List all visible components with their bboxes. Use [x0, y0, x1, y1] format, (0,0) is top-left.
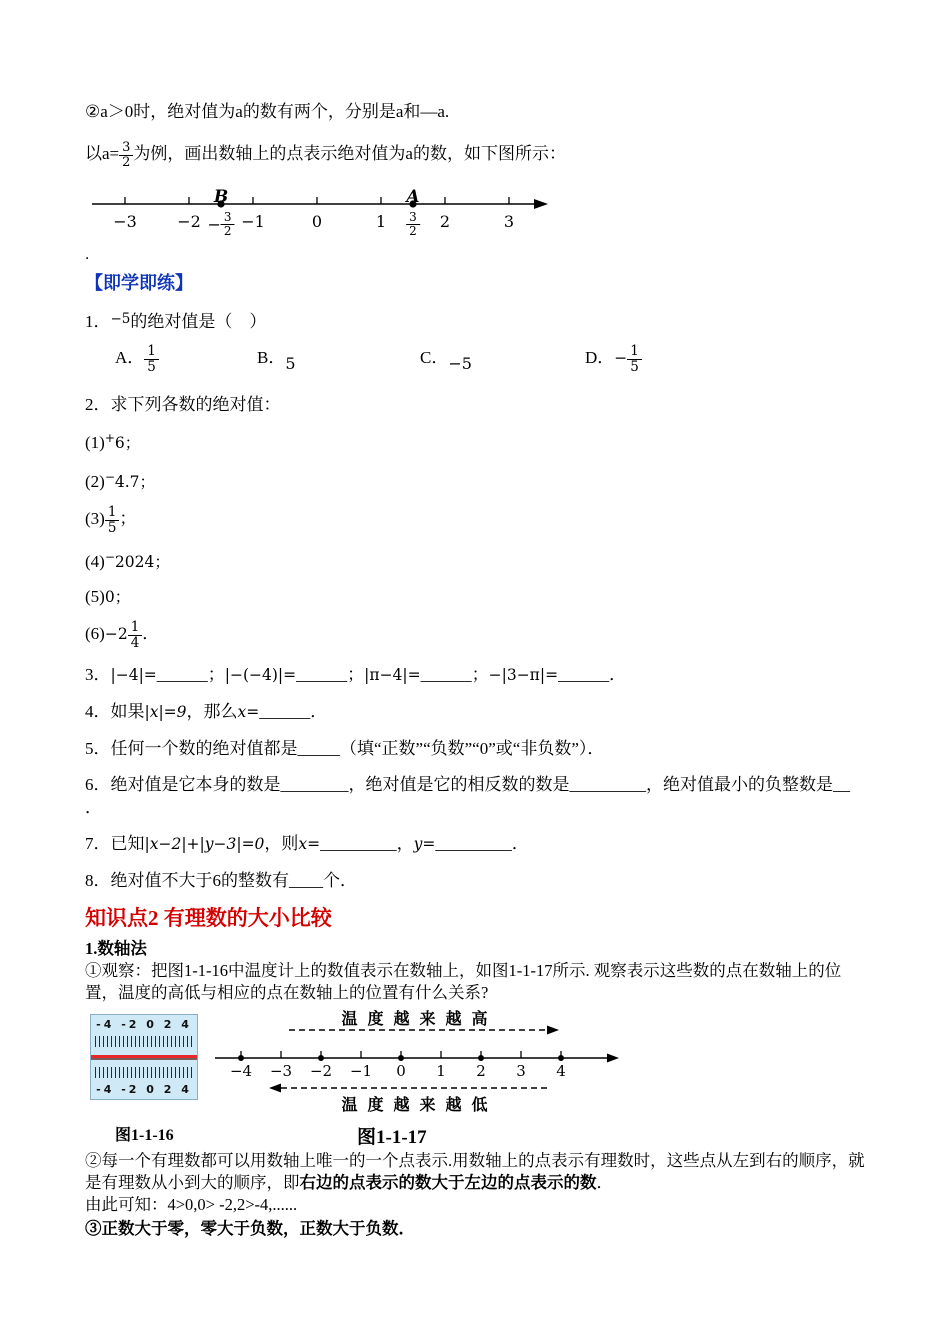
math-expression: |−4|=: [110, 666, 157, 685]
dashed-arrowhead-left-icon: [269, 1084, 281, 1093]
example-line: [85, 135, 865, 173]
option-label: C．: [420, 348, 449, 367]
paragraph-bold-text: 右边的点表示的数大于左边的点表示的数: [299, 1173, 597, 1193]
numberline-2-axis: [211, 1024, 641, 1094]
item-integer-part: −2: [104, 625, 128, 644]
item-number: (6): [85, 624, 105, 644]
thermometer-image: [90, 1014, 198, 1100]
thermometer-scale-bottom: -4 -2 0 2 4: [96, 1083, 192, 1097]
observe-paragraph: ①观察：把图1-1-16中温度计上的数值表示在数轴上，如图1-1-17所示. 观察表示这些数的点在数轴上的位置，温度的高低与相应的点在数轴上的位置有什么关系?: [85, 961, 842, 1003]
sign-superscript: +: [104, 431, 115, 445]
answer-blank: ____: [289, 871, 323, 891]
question-text: 个．: [323, 871, 357, 891]
sign-superscript: −: [104, 550, 115, 565]
question-text: ，那么: [186, 702, 238, 722]
fraction-numerator: 3: [122, 139, 131, 155]
math-expression: |x|=9: [144, 703, 187, 722]
question-number: 3．: [85, 665, 111, 685]
fraction-numerator: 3: [223, 210, 232, 224]
item-number: (1): [85, 433, 105, 452]
paragraph-text: ②每一个有理数都可以用数轴上唯一的一个点表示.用数轴上的点表示有理数时，这些点从左到右的顺序，就是有理数从小到大的顺序，即: [85, 1151, 865, 1193]
dashed-arrowhead-right-icon: [547, 1026, 559, 1035]
fraction-numerator: 1: [130, 619, 140, 636]
question-7: [85, 832, 865, 856]
answer-blank: ______: [156, 665, 208, 685]
option-a-fraction: [144, 344, 159, 374]
question-2-item-5: [85, 585, 865, 609]
tick-label: −1: [349, 1062, 373, 1081]
fraction-denominator: 5: [627, 359, 642, 375]
tick-label: 4: [556, 1062, 566, 1081]
answer-blank: _________: [435, 834, 512, 854]
question-5: [85, 737, 865, 760]
tick-label: −2: [177, 212, 201, 231]
item-fraction: [105, 505, 120, 535]
tick-label: 3: [516, 1062, 526, 1081]
figure-captions: [85, 1122, 865, 1149]
answer-blank: ______: [259, 702, 311, 722]
stray-period: ．: [85, 248, 99, 263]
answer-blank: ______: [296, 665, 348, 685]
answer-blank: ________: [280, 775, 349, 795]
question-text: ，则: [264, 834, 299, 854]
tick-label-neg-three-halves: [207, 211, 234, 238]
practice-heading: 【即学即练】: [85, 273, 193, 293]
fraction-denominator: 2: [406, 224, 420, 238]
temperature-point-dot: [318, 1055, 324, 1061]
fraction-denominator: 2: [119, 155, 133, 170]
example-pre: 以a=: [85, 144, 120, 163]
question-text: ，绝对值是它的相反数的数是: [348, 775, 570, 795]
item-value: 2024；: [114, 553, 170, 572]
item-value: 4.7；: [114, 473, 156, 491]
question-text: 4．如果: [85, 702, 145, 722]
numberline-1-axis: [90, 189, 560, 211]
question-8: [85, 869, 865, 892]
tick-label: −4: [229, 1062, 253, 1081]
tick-label-three-halves: [406, 211, 420, 238]
answer-blank: _____: [297, 739, 340, 759]
fraction-denominator: 5: [105, 520, 120, 536]
tick-label: 0: [311, 212, 323, 231]
fraction-numerator: 1: [107, 504, 117, 520]
question-2-item-1: [85, 427, 865, 455]
item-value: 6；: [114, 434, 141, 452]
point-2-paragraph: [85, 1150, 865, 1194]
conclusion-examples: 由此可知：4>0,0> -2,2>-4,......: [85, 1195, 298, 1215]
tick-label: 0: [396, 1062, 406, 1081]
question-4: [85, 700, 865, 724]
question-2-item-2: [85, 466, 865, 494]
question-1-options: [85, 337, 865, 385]
end-punct: ．: [596, 1173, 613, 1193]
question-number: 1．: [85, 312, 111, 331]
math-expression: x=: [298, 835, 321, 854]
option-b: [257, 343, 296, 373]
tick-label: 1: [375, 212, 387, 231]
math-expression: |−(−4)|=: [224, 666, 297, 685]
thermometer-ticks: [95, 1036, 193, 1047]
math-expression: x=: [237, 703, 260, 722]
question-text: ，绝对值最小的负整数是: [646, 775, 833, 795]
subsection-title: 1.数轴法: [85, 939, 147, 959]
math-expression: −|3−π|=: [488, 666, 559, 685]
question-text: 的绝对值是（ ）: [130, 312, 267, 331]
math-expression: y=: [413, 835, 436, 854]
temp-decreasing-label: 温 度 越 来 越 低: [341, 1097, 491, 1115]
fraction-numerator: 3: [409, 210, 417, 224]
end-punct: ．: [609, 665, 627, 685]
minus-sign: −: [614, 349, 628, 367]
separator: ，: [396, 834, 414, 854]
option-value: 5: [285, 354, 296, 373]
sign-superscript: −: [104, 470, 115, 484]
tick-label: 3: [503, 212, 515, 231]
question-text: 8．绝对值不大于6的整数有: [85, 871, 289, 891]
separator: ；: [471, 665, 489, 685]
math-expression: |π−4|=: [364, 666, 421, 685]
question-2-item-3: [85, 505, 865, 535]
answer-blank: ______: [558, 665, 610, 685]
item-number: (3): [85, 508, 105, 528]
fraction-numerator: 1: [630, 343, 639, 360]
answer-blank: _________: [569, 775, 646, 795]
option-d: [585, 343, 642, 374]
tick-label: −3: [269, 1062, 293, 1081]
option-c: [420, 343, 472, 373]
fraction-three-halves: [119, 141, 133, 170]
fraction-denominator: 2: [221, 224, 235, 238]
mercury-line: [91, 1055, 197, 1058]
temp-increasing-label: 温 度 越 来 越 高: [341, 1011, 491, 1029]
fraction-denominator: 5: [144, 359, 159, 375]
tick-label: −1: [241, 212, 265, 231]
option-d-fraction: [627, 344, 642, 374]
question-1: [85, 308, 865, 333]
question-text: 7．已知: [85, 834, 145, 854]
item-number: (2): [85, 472, 105, 491]
answer-blank: ______: [420, 665, 472, 685]
option-label: A．: [115, 348, 145, 367]
question-6: [85, 773, 865, 796]
question-6-end-period: ．: [85, 798, 102, 818]
point-3-paragraph: ③正数大于零，零大于负数，正数大于负数．: [85, 1219, 415, 1239]
thermometer-ticks: [95, 1067, 193, 1078]
question-2-item-6: [85, 620, 865, 650]
question-text: 5．任何一个数的绝对值都是: [85, 739, 298, 759]
item-punct: ；: [119, 508, 137, 528]
math-expression: −5: [110, 311, 131, 327]
end-punct: ．: [511, 834, 529, 854]
tick-label: −2: [309, 1062, 333, 1081]
numberline-1: [90, 189, 560, 247]
temperature-point-dot: [398, 1055, 404, 1061]
answer-blank: __: [833, 775, 850, 795]
question-2-item-4: [85, 546, 865, 574]
numberline-arrowhead-icon: [534, 199, 548, 209]
caption-figure-1-1-17: 图1-1-17: [357, 1127, 427, 1149]
temperature-point-dot: [478, 1055, 484, 1061]
item-fraction: [128, 620, 143, 650]
tick-label: 2: [476, 1062, 486, 1081]
item-number: (4): [85, 552, 105, 572]
end-punct: ．: [310, 702, 328, 722]
thermometer-scale-top: -4 -2 0 2 4: [96, 1018, 192, 1032]
numberline-1-labels: [90, 211, 560, 247]
intro-line: ②a＞0时，绝对值为a的数有两个，分别是a和—a.: [85, 102, 450, 121]
option-label: D．: [585, 348, 615, 367]
option-label: B．: [257, 348, 286, 367]
caption-figure-1-1-16: 图1-1-16: [115, 1127, 174, 1145]
question-3: [85, 663, 865, 687]
tick-label: −3: [113, 212, 137, 231]
separator: ；: [347, 665, 365, 685]
thermometer-mercury: [95, 1052, 193, 1062]
option-a: [115, 343, 159, 374]
fraction-numerator: 1: [147, 343, 156, 360]
knowledge-point-2-heading: 知识点2 有理数的大小比较: [85, 906, 332, 931]
temperature-point-dot: [238, 1055, 244, 1061]
tick-label: 2: [439, 212, 451, 231]
figure-1-1-16-17: [90, 1006, 865, 1116]
option-value: −5: [448, 354, 472, 373]
item-number: (5): [85, 587, 105, 607]
math-expression: |x−2|+|y−3|=0: [144, 835, 265, 854]
example-post: 为例，画出数轴上的点表示绝对值为a的数，如下图所示：: [133, 144, 566, 163]
point-b-label: B: [213, 187, 229, 207]
temperature-point-dot: [558, 1055, 564, 1061]
point-a-label: A: [406, 187, 420, 207]
question-text: 6．绝对值是它本身的数是: [85, 775, 281, 795]
fraction-denominator: 4: [128, 635, 143, 651]
question-text: （填“正数”“负数”“0”或“非负数”）．: [340, 739, 605, 759]
item-punct: ．: [142, 624, 160, 644]
minus-sign: −: [207, 214, 221, 234]
answer-blank: _________: [320, 834, 397, 854]
separator: ；: [207, 665, 225, 685]
tick-label: 1: [436, 1062, 446, 1081]
numberline-2-labels: [211, 1062, 641, 1080]
numberline-2: [211, 1006, 641, 1115]
item-value: 0；: [104, 588, 131, 607]
question-2: 2．求下列各数的绝对值：: [85, 395, 281, 414]
